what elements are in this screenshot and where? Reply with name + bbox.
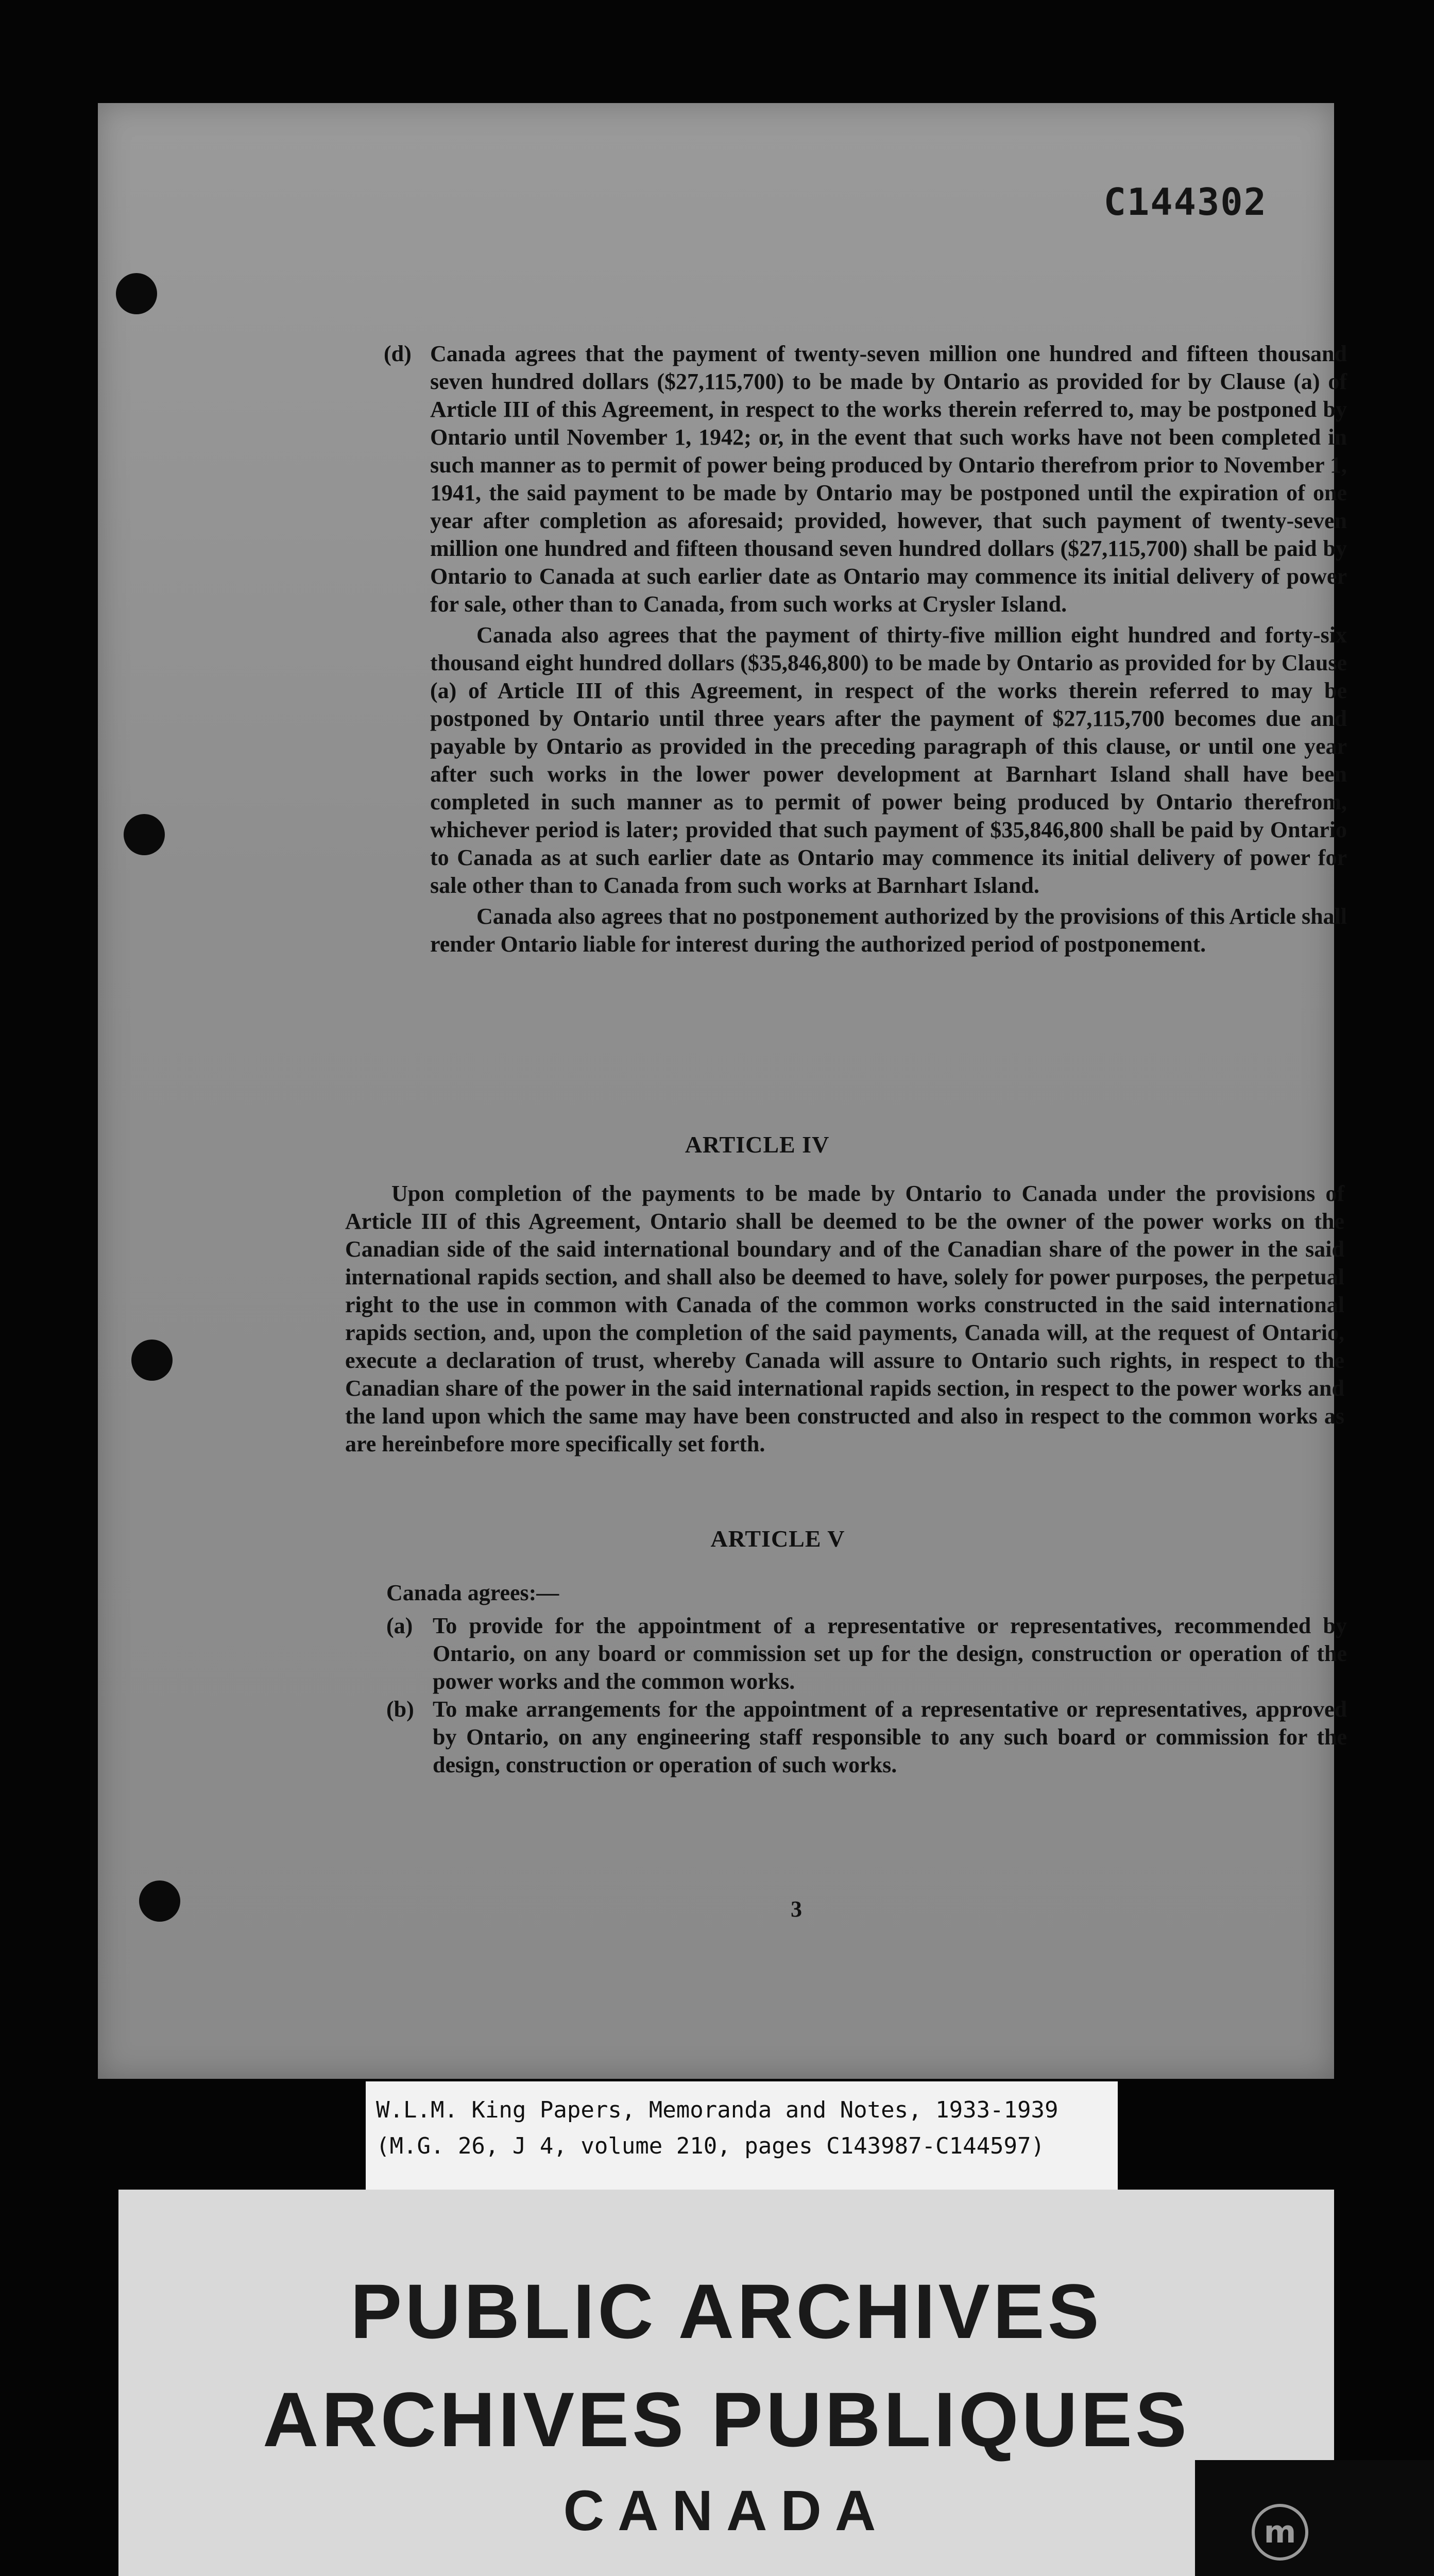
archive-reference-label <box>366 2081 1118 2190</box>
page-number: 3 <box>791 1896 802 1922</box>
punch-hole <box>116 273 157 314</box>
punch-hole <box>131 1340 173 1381</box>
clause-d <box>384 340 1347 958</box>
clause-d-paragraph-1: Canada agrees that the payment of twenty-seven million one hundred and fifteen thousand seven hundred dollars ($27,115,700) to be made by Ontario as provided for by Clause (a) of Article III of this Agreement, in respect to the works therein referred to, may be postponed by Ontario until November 1, 1942; or, in the event that such works have not been completed in such manner as to permit of power being produced by Ontario therefrom prior to November 1, 1941, the said payment to be made by Ontario may be postponed until the expiration of one year after completion as aforesaid; provided, however, that such payment of twenty-seven million one hundred and fifteen thousand seven hundred dollars ($27,115,700) shall be paid by Ontario to Canada at such earlier date as Ontario may commence its initial delivery of power for sale, other than to Canada, from such works at Crysler Island. <box>430 341 1347 617</box>
item-label: (b) <box>386 1697 414 1722</box>
archive-logo-icon: m <box>1252 2504 1308 2561</box>
item-text: To make arrangements for the appointment of a representative or representatives, approved by Ontario, on any engineering staff responsible to any such board or commission for the design, construction or operation of such works. <box>433 1697 1347 1777</box>
corner-black-area <box>1195 2460 1434 2576</box>
archive-reference-line-1: W.L.M. King Papers, Memoranda and Notes, 1933-1939 <box>376 2097 1059 2123</box>
article-5-intro: Canada agrees:— <box>386 1580 559 1605</box>
archive-card-line-2: ARCHIVES PUBLIQUES <box>263 2376 1190 2463</box>
article-4-heading: ARTICLE IV <box>685 1131 830 1158</box>
archive-card <box>118 2190 1334 2576</box>
document-page <box>98 103 1347 2079</box>
article-5-item-b <box>386 1696 1347 1779</box>
punch-hole <box>124 814 165 855</box>
article-5-item-a <box>386 1612 1347 1696</box>
clause-d-label: (d) <box>384 341 412 366</box>
clause-d-paragraph-3: Canada also agrees that no postponement authorized by the provisions of this Article shall render Ontario liable for interest during the authorized period of postponement. <box>430 904 1347 957</box>
article-5-body <box>386 1579 1347 1779</box>
document-number: C144302 <box>1103 180 1267 224</box>
article-4-text: Upon completion of the payments to be made by Ontario to Canada under the provisions of Article III of this Agreement, Ontario shall be deemed to be the owner of the power works on the Canadian side of the said international boundary and of the Canadian share of the power in the said international rapids section, and shall also be deemed to have, solely for power purposes, the perpetual right to the use in common with Canada of the common works constructed in the said international rapids section, and, upon the completion of the said payments, Canada will, at the request of Ontario, execute a declaration of trust, whereby Canada will assure to Ontario such rights, in respect to the Canadian share of the power in the said international rapids section, in respect to the power works and the land upon which the same may have been constructed and also in respect to the common works as are hereinbefore more specifically set forth. <box>345 1181 1344 1456</box>
archive-card-line-3: CANADA <box>563 2479 890 2543</box>
item-text: To provide for the appointment of a representative or representatives, recommended by Ontario, on any board or commission set up for the design, construction or operation of the power works and the common works. <box>433 1613 1347 1694</box>
archive-reference-line-2: (M.G. 26, J 4, volume 210, pages C143987-C144597) <box>376 2133 1045 2159</box>
punch-hole <box>139 1880 180 1922</box>
clause-d-paragraph-2: Canada also agrees that the payment of thirty-five million eight hundred and forty-six thousand eight hundred dollars ($35,846,800) to be made by Ontario as provided for by Clause (a) of Article III of this Agreement, in respect of the works therein referred to may be postponed by Ontario until three years after the payment of $27,115,700 becomes due and payable by Ontario as provided in the preceding paragraph of this clause, or until one year after such works in the lower power development at Barnhart Island shall have been completed in such manner as to permit of power being produced by Ontario therefrom, whichever period is later; provided that such payment of $35,846,800 shall be paid by Ontario to Canada as at such earlier date as Ontario may commence its initial delivery of power for sale other than to Canada from such works at Barnhart Island. <box>430 622 1347 898</box>
item-label: (a) <box>386 1613 413 1638</box>
article-4-body <box>345 1180 1344 1458</box>
archive-card-line-1: PUBLIC ARCHIVES <box>350 2268 1102 2354</box>
article-5-heading: ARTICLE V <box>710 1526 845 1552</box>
